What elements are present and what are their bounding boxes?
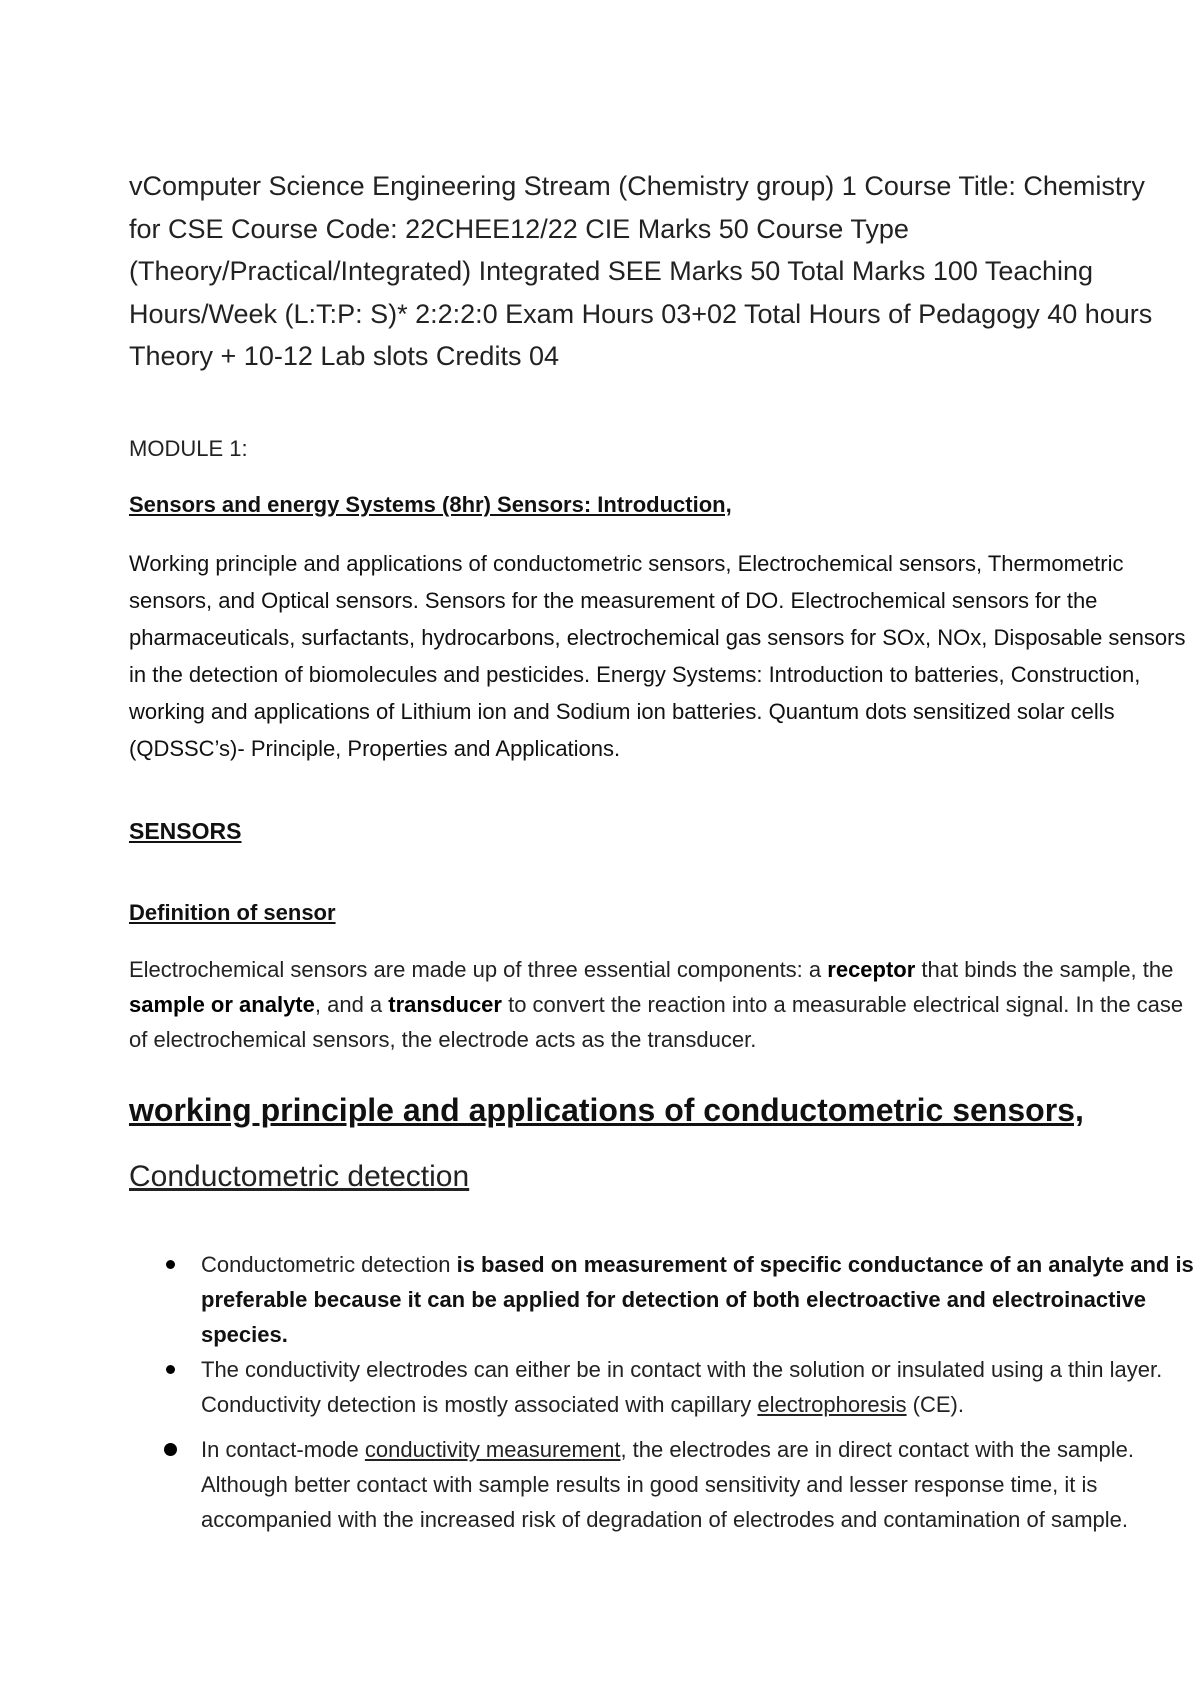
list-item: [129, 1247, 1199, 1352]
bullet-icon: [166, 1260, 175, 1269]
conductometric-detection-subheading: Conductometric detection: [129, 1160, 470, 1193]
definition-text-4: to convert the reaction into a measurable electrical signal. In the case of electrochemical sensors, the electrode acts as the transducer.: [129, 992, 1184, 1052]
bullet-3-end-text: , the electrodes are in direct contact with the sample. Although better contact with sample results in good sensitivity and lesser response time, it is accompanied with the increased risk of degradation of electrodes and contamination of sample.: [201, 1437, 1135, 1532]
conductivity-measurement-link[interactable]: conductivity measurement: [364, 1437, 621, 1462]
definition-paragraph: [129, 952, 1199, 1057]
course-intro-paragraph: vComputer Science Engineering Stream (Chemistry group) 1 Course Title: Chemistry for CSE Course Code: 22CHEE12/22 CIE Marks 50 Course Type (Theory/Practical/Integrated) Integrated SEE Marks 50 Total Marks 100 Teaching Hours/Week (L:T:P: S)* 2:2:2:0 Exam Hours 03+02 Total Hours of Pedagogy 40 hours Theory + 10-12 Lab slots Credits 04: [129, 171, 1153, 371]
module-label: MODULE 1:: [129, 436, 248, 461]
bullet-1-bold-text: is based on measurement of specific conductance of an analyte and is preferable because it can be applied for detection of both electroactive and electroinactive species.: [201, 1252, 1194, 1347]
transducer-term: transducer: [388, 992, 502, 1017]
bullet-icon: [164, 1443, 177, 1456]
list-item: [129, 1432, 1199, 1537]
conductometric-principle-heading: working principle and applications of conductometric sensors,: [129, 1092, 1084, 1128]
conductometric-bullet-list: [129, 1247, 1199, 1537]
definition-text-2: that binds the sample, the: [915, 957, 1174, 982]
electrophoresis-link[interactable]: electrophoresis: [757, 1392, 907, 1417]
receptor-term: receptor: [827, 957, 916, 982]
definition-text-3: , and a: [314, 992, 389, 1017]
module-syllabus-paragraph: Working principle and applications of conductometric sensors, Electrochemical sensors, Thermometric sensors, and Optical sensors. Sensors for the measurement of DO. Electrochemical sensors for the pharmaceuticals, surfactants, hydrocarbons, electrochemical gas sensors for SOx, NOx, Disposable sensors in the detection of biomolecules and pesticides. Energy Systems: Introduction to batteries, Construction, working and applications of Lithium ion and Sodium ion batteries. Quantum dots sensitized solar cells (QDSSC’s)- Principle, Properties and Applications.: [129, 551, 1186, 761]
definition-text-1: Electrochemical sensors are made up of three essential components: a: [129, 957, 828, 982]
bullet-2-text: The conductivity electrodes can either be in contact with the solution or insulated using a thin layer. Conductivity detection is mostly associated with capillary: [201, 1357, 1163, 1417]
definition-title: Definition of sensor: [129, 900, 336, 925]
bullet-3-text: In contact-mode: [201, 1437, 365, 1462]
bullet-2-end-text: (CE).: [906, 1392, 964, 1417]
module-heading: Sensors and energy Systems (8hr) Sensors: Introduction,: [129, 492, 732, 517]
bullet-1-text: Conductometric detection: [201, 1252, 457, 1277]
bullet-icon: [166, 1365, 175, 1374]
analyte-term: sample or analyte: [129, 992, 315, 1017]
list-item: [129, 1352, 1199, 1422]
sensors-section-title: SENSORS: [129, 818, 242, 844]
